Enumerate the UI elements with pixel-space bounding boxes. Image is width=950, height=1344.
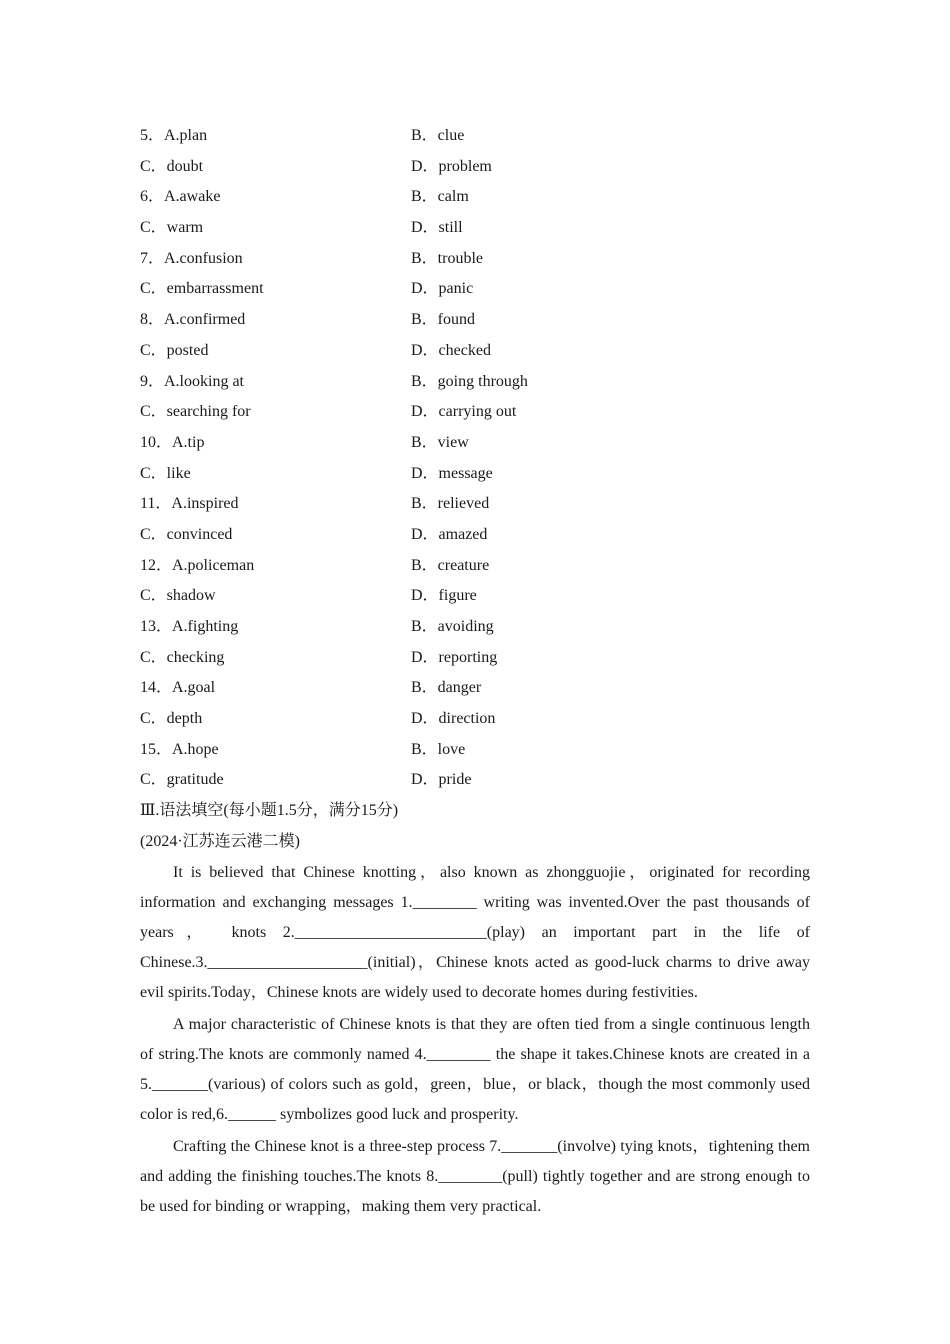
option-right: B．avoiding (411, 618, 494, 635)
option-right: B．going through (411, 372, 528, 390)
option-right: D．still (411, 219, 463, 237)
option-right: D．panic (411, 280, 474, 298)
option-right: D．figure (411, 587, 477, 605)
option-row (140, 368, 810, 399)
option-right: D．problem (411, 157, 492, 175)
option-right: D．carrying out (411, 403, 517, 421)
option-right: B．danger (411, 679, 482, 697)
option-row (140, 183, 810, 214)
option-row (140, 644, 810, 675)
option-row (140, 766, 810, 797)
option-row (140, 153, 810, 184)
option-right: D．amazed (411, 525, 488, 543)
option-row (140, 306, 810, 337)
option-right: D．reporting (411, 648, 498, 666)
option-right: D．checked (411, 341, 491, 359)
option-left: 9．A.looking at (140, 372, 244, 390)
option-left: C．gratitude (140, 771, 224, 789)
option-left: 15．A.hope (140, 740, 219, 758)
option-left: 13．A.fighting (140, 618, 239, 635)
option-row (140, 736, 810, 767)
option-row (140, 613, 810, 644)
option-right: D．direction (411, 710, 496, 728)
option-right: D．pride (411, 771, 472, 789)
passage-paragraph-3: Crafting the Chinese knot is a three-step process 7._______(involve) tying knots，tightening them and adding the finishing touches.The knots 8.________(pull) tightly together and are strong enough to be used for binding or wrapping，making them very practical. (140, 1138, 811, 1215)
option-left: C．doubt (140, 157, 204, 175)
option-row (140, 214, 810, 245)
section-heading: Ⅲ.语法填空(每小题1.5分，满分15分) (140, 802, 399, 819)
option-row (140, 122, 810, 153)
option-right: B．view (411, 433, 469, 451)
option-right: B．found (411, 311, 476, 329)
option-right: D．message (411, 464, 493, 482)
option-left: 11．A.inspired (140, 495, 239, 513)
option-right: B．clue (411, 127, 465, 144)
option-left: 6．A.awake (140, 188, 221, 206)
option-right: B．trouble (411, 249, 483, 267)
option-left: 5．A.plan (140, 127, 208, 144)
option-left: C．depth (140, 710, 203, 728)
option-row (140, 337, 810, 368)
option-row (140, 429, 810, 460)
option-right: B．love (411, 740, 466, 758)
option-left: C．checking (140, 648, 225, 666)
option-left: C．posted (140, 341, 209, 359)
option-row (140, 245, 810, 276)
option-right: B．relieved (411, 495, 490, 513)
option-left: 7．A.confusion (140, 249, 243, 267)
option-right: B．calm (411, 188, 469, 206)
option-row (140, 705, 810, 736)
passage-paragraph-1: It is believed that Chinese knotting，also known as zhongguojie，originated for recording information and exchanging messages 1.________ writing was invented.Over the past thousands of years， knots 2.________________________(play) an important part in the life of Chinese.3.____________________(initial)，Chinese knots acted as good-luck charms to drive away evil spirits.Today，Chinese knots are widely used to decorate homes during festivities. (140, 864, 810, 1001)
option-left: 14．A.goal (140, 679, 216, 697)
grammar-passage (140, 858, 810, 1224)
option-left: 10．A.tip (140, 433, 205, 451)
option-row (140, 552, 810, 583)
option-left: 12．A.policeman (140, 556, 255, 574)
option-left: 8．A.confirmed (140, 311, 246, 329)
options-list (140, 122, 810, 797)
option-left: C．like (140, 464, 191, 482)
option-left: C．embarrassment (140, 280, 264, 298)
option-left: C．warm (140, 219, 204, 237)
passage-paragraph-2: A major characteristic of Chinese knots is that they are often tied from a single continuous length of string.The knots are commonly named 4.________ the shape it takes.Chinese knots are created in a 5._______(various) of colors such as gold，green，blue，or black，though the most commonly used color is red,6.______ symbolizes good luck and prosperity. (140, 1016, 810, 1123)
option-row (140, 674, 810, 705)
section-source: (2024·江苏连云港二模) (140, 833, 300, 850)
option-row (140, 275, 810, 306)
option-row (140, 582, 810, 613)
option-row (140, 460, 810, 491)
option-right: B．creature (411, 556, 490, 574)
option-left: C．convinced (140, 525, 233, 543)
option-row (140, 398, 810, 429)
option-row (140, 521, 810, 552)
option-left: C．shadow (140, 587, 216, 605)
option-left: C．searching for (140, 403, 251, 421)
option-row (140, 490, 810, 521)
